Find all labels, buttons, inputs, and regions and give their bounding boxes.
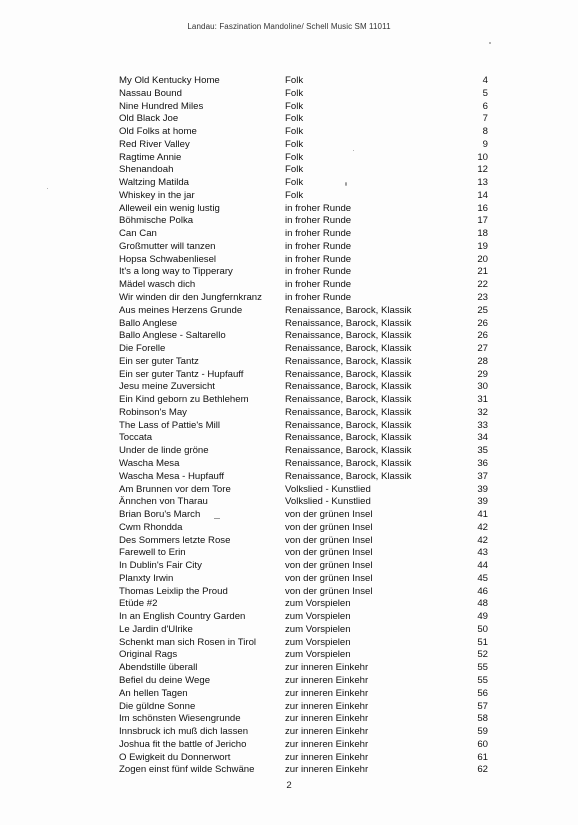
toc-title: Die Forelle — [119, 343, 166, 355]
toc-page-number: 61 — [477, 751, 488, 763]
scan-speck — [214, 518, 220, 519]
toc-title: Ännchen von Tharau — [119, 496, 208, 508]
toc-category: zum Vorspielen — [285, 611, 351, 623]
toc-page-number: 30 — [477, 381, 488, 393]
toc-page-number: 41 — [477, 509, 488, 521]
toc-row — [119, 228, 491, 241]
table-of-contents — [119, 75, 491, 777]
toc-category: Renaissance, Barock, Klassik — [285, 406, 412, 418]
toc-page-number: 19 — [477, 240, 488, 252]
toc-page-number: 20 — [477, 253, 488, 265]
page-number: 2 — [286, 780, 292, 791]
toc-title: Innsbruck ich muß dich lassen — [119, 726, 249, 738]
toc-category: zur inneren Einkehr — [285, 713, 369, 725]
toc-row — [119, 420, 491, 433]
toc-category: Folk — [285, 151, 304, 163]
toc-page-number: 39 — [477, 483, 488, 495]
toc-page-number: 39 — [477, 496, 488, 508]
toc-category: Folk — [285, 75, 304, 86]
toc-row — [119, 637, 491, 650]
toc-category: Renaissance, Barock, Klassik — [285, 457, 412, 469]
toc-row — [119, 254, 491, 267]
toc-title: Farewell to Erin — [119, 547, 186, 559]
toc-title: Cwm Rhondda — [119, 521, 183, 533]
toc-row — [119, 739, 491, 752]
toc-category: in froher Runde — [285, 228, 352, 240]
toc-category: Folk — [285, 164, 304, 176]
toc-row — [119, 675, 491, 688]
toc-category: in froher Runde — [285, 266, 352, 278]
toc-category: Volkslied - Kunstlied — [285, 483, 371, 495]
toc-title: Ballo Anglese - Saltarello — [119, 330, 226, 342]
toc-page-number: 12 — [477, 164, 488, 176]
toc-category: von der grünen Insel — [285, 560, 373, 572]
toc-row — [119, 241, 491, 254]
toc-row — [119, 279, 491, 292]
toc-category: Folk — [285, 113, 304, 125]
toc-row — [119, 203, 491, 216]
toc-title: Nine Hundred Miles — [119, 100, 204, 112]
toc-title: Alleweil ein wenig lustig — [119, 202, 220, 214]
toc-page-number: 5 — [482, 87, 488, 99]
toc-row — [119, 177, 491, 190]
toc-row — [119, 381, 491, 394]
toc-title: Ein ser guter Tantz — [119, 355, 199, 367]
toc-row — [119, 471, 491, 484]
toc-page-number: 33 — [477, 419, 488, 431]
toc-title: Robinson's May — [119, 406, 187, 418]
toc-title: Etüde #2 — [119, 598, 158, 610]
toc-page-number: 26 — [477, 330, 488, 342]
toc-title: In an English Country Garden — [119, 611, 246, 623]
toc-category: Renaissance, Barock, Klassik — [285, 304, 412, 316]
toc-row — [119, 190, 491, 203]
toc-title: Hopsa Schwabenliesel — [119, 253, 217, 265]
toc-category: Renaissance, Barock, Klassik — [285, 445, 412, 457]
toc-title: Großmutter will tanzen — [119, 240, 216, 252]
toc-category: Renaissance, Barock, Klassik — [285, 330, 412, 342]
toc-row — [119, 305, 491, 318]
toc-title: Ballo Anglese — [119, 317, 178, 329]
toc-category: in froher Runde — [285, 240, 352, 252]
toc-title: Aus meines Herzens Grunde — [119, 304, 243, 316]
toc-page-number: 56 — [477, 687, 488, 699]
toc-category: Renaissance, Barock, Klassik — [285, 419, 412, 431]
toc-title: Schenkt man sich Rosen in Tirol — [119, 636, 257, 648]
toc-row — [119, 113, 491, 126]
toc-title: Thomas Leixlip the Proud — [119, 585, 228, 597]
toc-title: Shenandoah — [119, 164, 174, 176]
toc-page-number: 22 — [477, 279, 488, 291]
toc-page-number: 23 — [477, 292, 488, 304]
toc-row — [119, 330, 491, 343]
toc-title: Ragtime Annie — [119, 151, 182, 163]
toc-title: Am Brunnen vor dem Tore — [119, 483, 231, 495]
toc-category: Renaissance, Barock, Klassik — [285, 343, 412, 355]
toc-page-number: 42 — [477, 521, 488, 533]
toc-category: Renaissance, Barock, Klassik — [285, 470, 412, 482]
toc-category: in froher Runde — [285, 292, 352, 304]
toc-row — [119, 75, 491, 88]
toc-row — [119, 764, 491, 777]
toc-page-number: 43 — [477, 547, 488, 559]
toc-page-number: 32 — [477, 406, 488, 418]
toc-row — [119, 560, 491, 573]
toc-row — [119, 343, 491, 356]
toc-title: Brian Boru's March — [119, 509, 201, 521]
toc-category: zur inneren Einkehr — [285, 764, 369, 776]
toc-page-number: 29 — [477, 368, 488, 380]
toc-page-number: 14 — [477, 189, 488, 201]
toc-category: Renaissance, Barock, Klassik — [285, 432, 412, 444]
toc-page-number: 13 — [477, 177, 488, 189]
toc-page-number: 50 — [477, 623, 488, 635]
toc-row — [119, 126, 491, 139]
toc-title: Im schönsten Wiesengrunde — [119, 713, 241, 725]
toc-title: O Ewigkeit du Donnerwort — [119, 751, 231, 763]
toc-row — [119, 713, 491, 726]
toc-page-number: 21 — [477, 266, 488, 278]
toc-row — [119, 649, 491, 662]
toc-title: Waltzing Matilda — [119, 177, 190, 189]
toc-title: Le Jardin d'Ulrike — [119, 623, 193, 635]
toc-category: Folk — [285, 189, 304, 201]
toc-title: An hellen Tagen — [119, 687, 188, 699]
toc-row — [119, 535, 491, 548]
toc-category: Folk — [285, 177, 304, 189]
toc-title: Planxty Irwin — [119, 572, 174, 584]
toc-category: Volkslied - Kunstlied — [285, 496, 371, 508]
scan-speck — [489, 42, 491, 44]
toc-title: Böhmische Polka — [119, 215, 194, 227]
toc-title: Red River Valley — [119, 138, 190, 150]
toc-title: In Dublin's Fair City — [119, 560, 202, 572]
toc-title: The Lass of Pattie's Mill — [119, 419, 221, 431]
toc-row — [119, 496, 491, 509]
toc-category: zur inneren Einkehr — [285, 662, 369, 674]
toc-category: Renaissance, Barock, Klassik — [285, 317, 412, 329]
toc-category: von der grünen Insel — [285, 509, 373, 521]
toc-category: Renaissance, Barock, Klassik — [285, 355, 412, 367]
scan-speck — [47, 188, 48, 189]
toc-row — [119, 266, 491, 279]
toc-title: Under de linde gröne — [119, 445, 209, 457]
toc-page-number: 58 — [477, 713, 488, 725]
toc-page-number: 59 — [477, 726, 488, 738]
toc-row — [119, 407, 491, 420]
toc-page-number: 31 — [477, 394, 488, 406]
toc-category: zur inneren Einkehr — [285, 674, 369, 686]
toc-row — [119, 701, 491, 714]
toc-page-number: 7 — [482, 113, 488, 125]
toc-row — [119, 547, 491, 560]
toc-row — [119, 152, 491, 165]
toc-title: Joshua fit the battle of Jericho — [119, 738, 247, 750]
toc-row — [119, 394, 491, 407]
toc-category: Renaissance, Barock, Klassik — [285, 368, 412, 380]
toc-category: Folk — [285, 126, 304, 138]
toc-page-number: 4 — [482, 75, 488, 86]
toc-row — [119, 522, 491, 535]
toc-category: in froher Runde — [285, 202, 352, 214]
toc-title: Zogen einst fünf wilde Schwäne — [119, 764, 255, 776]
toc-category: Folk — [285, 87, 304, 99]
toc-title: Ein ser guter Tantz - Hupfauff — [119, 368, 244, 380]
toc-page-number: 10 — [477, 151, 488, 163]
toc-row — [119, 356, 491, 369]
toc-title: It's a long way to Tipperary — [119, 266, 233, 278]
toc-row — [119, 611, 491, 624]
toc-title: Wascha Mesa — [119, 457, 180, 469]
toc-title: Abendstille überall — [119, 662, 198, 674]
toc-page-number: 16 — [477, 202, 488, 214]
toc-title: Nassau Bound — [119, 87, 182, 99]
toc-page-number: 62 — [477, 764, 488, 776]
toc-title: Die güldne Sonne — [119, 700, 196, 712]
toc-category: in froher Runde — [285, 215, 352, 227]
toc-page-number: 6 — [482, 100, 488, 112]
toc-title: Jesu meine Zuversicht — [119, 381, 215, 393]
toc-category: zur inneren Einkehr — [285, 700, 369, 712]
toc-page-number: 55 — [477, 662, 488, 674]
toc-row — [119, 509, 491, 522]
toc-title: My Old Kentucky Home — [119, 75, 220, 86]
toc-category: in froher Runde — [285, 279, 352, 291]
toc-category: zum Vorspielen — [285, 598, 351, 610]
toc-page-number: 26 — [477, 317, 488, 329]
toc-category: zum Vorspielen — [285, 636, 351, 648]
toc-page-number: 37 — [477, 470, 488, 482]
toc-category: von der grünen Insel — [285, 585, 373, 597]
toc-page-number: 8 — [482, 126, 488, 138]
toc-category: Folk — [285, 100, 304, 112]
toc-title: Whiskey in the jar — [119, 189, 195, 201]
toc-row — [119, 573, 491, 586]
toc-category: von der grünen Insel — [285, 547, 373, 559]
toc-page-number: 49 — [477, 611, 488, 623]
toc-row — [119, 369, 491, 382]
toc-row — [119, 752, 491, 765]
toc-category: zur inneren Einkehr — [285, 726, 369, 738]
toc-category: von der grünen Insel — [285, 521, 373, 533]
toc-category: in froher Runde — [285, 253, 352, 265]
scan-speck — [353, 150, 354, 151]
toc-page-number: 17 — [477, 215, 488, 227]
toc-row — [119, 215, 491, 228]
toc-page-number: 45 — [477, 572, 488, 584]
toc-category: von der grünen Insel — [285, 572, 373, 584]
toc-category: zum Vorspielen — [285, 623, 351, 635]
toc-category: zur inneren Einkehr — [285, 738, 369, 750]
toc-row — [119, 624, 491, 637]
toc-category: zur inneren Einkehr — [285, 751, 369, 763]
toc-row — [119, 139, 491, 152]
toc-row — [119, 458, 491, 471]
toc-page-number: 34 — [477, 432, 488, 444]
toc-title: Old Folks at home — [119, 126, 197, 138]
toc-page-number: 35 — [477, 445, 488, 457]
toc-title: Wascha Mesa - Hupfauff — [119, 470, 225, 482]
toc-row — [119, 88, 491, 101]
toc-page-number: 55 — [477, 674, 488, 686]
toc-page-number: 36 — [477, 457, 488, 469]
toc-category: Renaissance, Barock, Klassik — [285, 394, 412, 406]
toc-row — [119, 598, 491, 611]
toc-title: Original Rags — [119, 649, 178, 661]
toc-page-number: 27 — [477, 343, 488, 355]
toc-row — [119, 586, 491, 599]
page-header: Landau: Faszination Mandoline/ Schell Music SM 11011 — [187, 22, 391, 31]
toc-row — [119, 292, 491, 305]
toc-category: Folk — [285, 138, 304, 150]
toc-title: Mädel wasch dich — [119, 279, 196, 291]
toc-page-number: 9 — [482, 138, 488, 150]
toc-row — [119, 164, 491, 177]
toc-page-number: 18 — [477, 228, 488, 240]
toc-title: Des Sommers letzte Rose — [119, 534, 231, 546]
toc-page-number: 25 — [477, 304, 488, 316]
toc-title: Ein Kind geborn zu Bethlehem — [119, 394, 249, 406]
toc-row — [119, 445, 491, 458]
toc-page-number: 28 — [477, 355, 488, 367]
toc-title: Wir winden dir den Jungfernkranz — [119, 292, 262, 304]
scan-speck — [345, 182, 347, 186]
toc-category: zur inneren Einkehr — [285, 687, 369, 699]
toc-page-number: 42 — [477, 534, 488, 546]
toc-row — [119, 726, 491, 739]
toc-page-number: 60 — [477, 738, 488, 750]
toc-title: Toccata — [119, 432, 153, 444]
toc-category: von der grünen Insel — [285, 534, 373, 546]
toc-page-number: 57 — [477, 700, 488, 712]
toc-category: Renaissance, Barock, Klassik — [285, 381, 412, 393]
toc-row — [119, 688, 491, 701]
toc-title: Old Black Joe — [119, 113, 179, 125]
toc-title: Befiel du deine Wege — [119, 674, 211, 686]
toc-row — [119, 484, 491, 497]
toc-row — [119, 101, 491, 114]
toc-page-number: 46 — [477, 585, 488, 597]
toc-category: zum Vorspielen — [285, 649, 351, 661]
toc-page-number: 48 — [477, 598, 488, 610]
toc-row — [119, 662, 491, 675]
toc-page-number: 51 — [477, 636, 488, 648]
toc-title: Can Can — [119, 228, 157, 240]
toc-row — [119, 432, 491, 445]
toc-page-number: 44 — [477, 560, 488, 572]
toc-page-number: 52 — [477, 649, 488, 661]
toc-row — [119, 318, 491, 331]
